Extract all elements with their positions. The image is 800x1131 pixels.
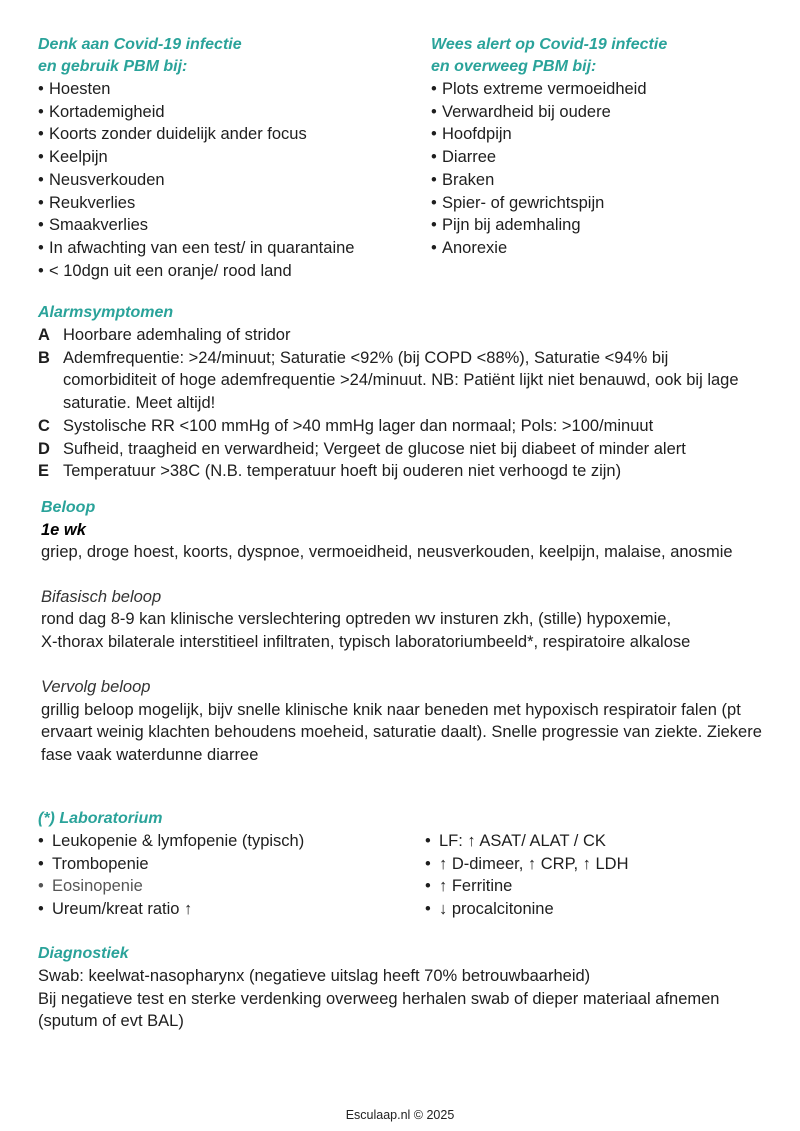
vervolg-text: grillig beloop mogelijk, bijv snelle klinische knik naar beneden met hypoxisch respiratoir falen (pt ervaart weinig klachten behoudens moeheid, saturatie daalt). Snelle progressie van ziekte. Ziekere fase vaak waterdunne diarree	[41, 700, 762, 764]
list-item: • Verwardheid bij oudere	[431, 101, 771, 124]
list-item: • < 10dgn uit een oranje/ rood land	[38, 260, 418, 283]
pbm-list	[38, 78, 418, 282]
lab-left	[38, 830, 398, 921]
list-item: • Eosinopenie	[38, 875, 398, 898]
list-item: • Leukopenie & lymfopenie (typisch)	[38, 830, 398, 853]
list-item: • Neusverkouden	[38, 169, 418, 192]
list-item: • Plots extreme vermoeidheid	[431, 78, 771, 101]
lab-heading: (*) Laboratorium	[38, 810, 163, 827]
diagnostiek-section	[38, 943, 738, 1033]
bifasisch-label: Bifasisch beloop	[41, 587, 162, 606]
list-item: • Keelpijn	[38, 146, 418, 169]
list-item: • Pijn bij ademhaling	[431, 214, 771, 237]
list-item: • Trombopenie	[38, 853, 398, 876]
alarm-item-d: D Sufheid, traagheid en verwardheid; Vergeet de glucose niet bij diabeet of minder alert	[38, 439, 686, 458]
list-item: • Hoofdpijn	[431, 123, 771, 146]
alarm-item-a: A Hoorbare ademhaling of stridor	[38, 326, 291, 344]
list-item: • Koorts zonder duidelijk ander focus	[38, 123, 418, 146]
lab-list-right	[425, 830, 765, 921]
footer-copyright: Esculaap.nl © 2025	[345, 1108, 455, 1122]
list-item: • Reukverlies	[38, 192, 418, 215]
pbm-section	[38, 34, 418, 282]
diagnostiek-heading: Diagnostiek	[38, 945, 129, 962]
list-item: • Braken	[431, 169, 771, 192]
pbm-heading: Denk aan Covid-19 infectie en gebruik PBM bij:	[38, 36, 242, 75]
alarm-item-e: E Temperatuur >38C (N.B. temperatuur hoeft bij ouderen niet verhoogd te zijn)	[38, 462, 622, 481]
diagnostiek-line2: Bij negatieve test en sterke verdenking overweeg herhalen swab of dieper materiaal afnemen (sputum of evt BAL)	[38, 989, 720, 1031]
alarm-heading: Alarmsymptomen	[38, 304, 174, 321]
diagnostiek-line1: Swab: keelwat-nasopharynx (negatieve uitslag heeft 70% betrouwbaarheid)	[38, 967, 591, 985]
vervolg-label: Vervolg beloop	[41, 677, 151, 696]
beloop-heading: Beloop	[41, 499, 96, 516]
alarm-list	[38, 324, 763, 483]
lab-list-left	[38, 830, 398, 921]
lab-right	[425, 830, 765, 921]
week1-text: griep, droge hoest, koorts, dyspnoe, vermoeidheid, neusverkouden, keelpijn, malaise, anosmie	[41, 543, 733, 561]
alert-heading: Wees alert op Covid-19 infectie en overweeg PBM bij:	[431, 36, 668, 75]
list-item: • ↑ Ferritine	[425, 875, 765, 898]
alarm-item-c: C Systolische RR <100 mmHg of >40 mmHg lager dan normaal; Pols: >100/minuut	[38, 416, 654, 435]
list-item: • Hoesten	[38, 78, 418, 101]
bifasisch-line2: X-thorax bilaterale interstitieel infiltraten, typisch laboratoriumbeeld*, respiratoire alkalose	[41, 633, 691, 652]
list-item: • LF: ↑ ASAT/ ALAT / CK	[425, 830, 765, 853]
lab-section	[38, 808, 763, 830]
list-item: • Smaakverlies	[38, 214, 418, 237]
alarm-section	[38, 302, 763, 483]
list-item: • Diarree	[431, 146, 771, 169]
list-item: • Anorexie	[431, 237, 771, 260]
list-item: • ↓ procalcitonine	[425, 898, 765, 921]
alert-section	[431, 34, 771, 260]
beloop-section	[41, 497, 766, 767]
alarm-item-b: B Ademfrequentie: >24/minuut; Saturatie <92% (bij COPD <88%), Saturatie <94% bij comorbiditeit of hoge ademfrequentie >24/minuut. NB: Patiënt lijkt niet benauwd, ook bij lage saturatie. Meet altijd!	[38, 348, 739, 413]
list-item: • Kortademigheid	[38, 101, 418, 124]
week1-label: 1e wk	[41, 521, 86, 539]
alert-list	[431, 78, 771, 260]
list-item: • Ureum/kreat ratio ↑	[38, 898, 398, 921]
list-item: • ↑ D-dimeer, ↑ CRP, ↑ LDH	[425, 853, 765, 876]
bifasisch-line1: rond dag 8-9 kan klinische verslechtering optreden wv insturen zkh, (stille) hypoxemie,	[41, 610, 672, 629]
list-item: • Spier- of gewrichtspijn	[431, 192, 771, 215]
list-item: • In afwachting van een test/ in quarantaine	[38, 237, 418, 260]
